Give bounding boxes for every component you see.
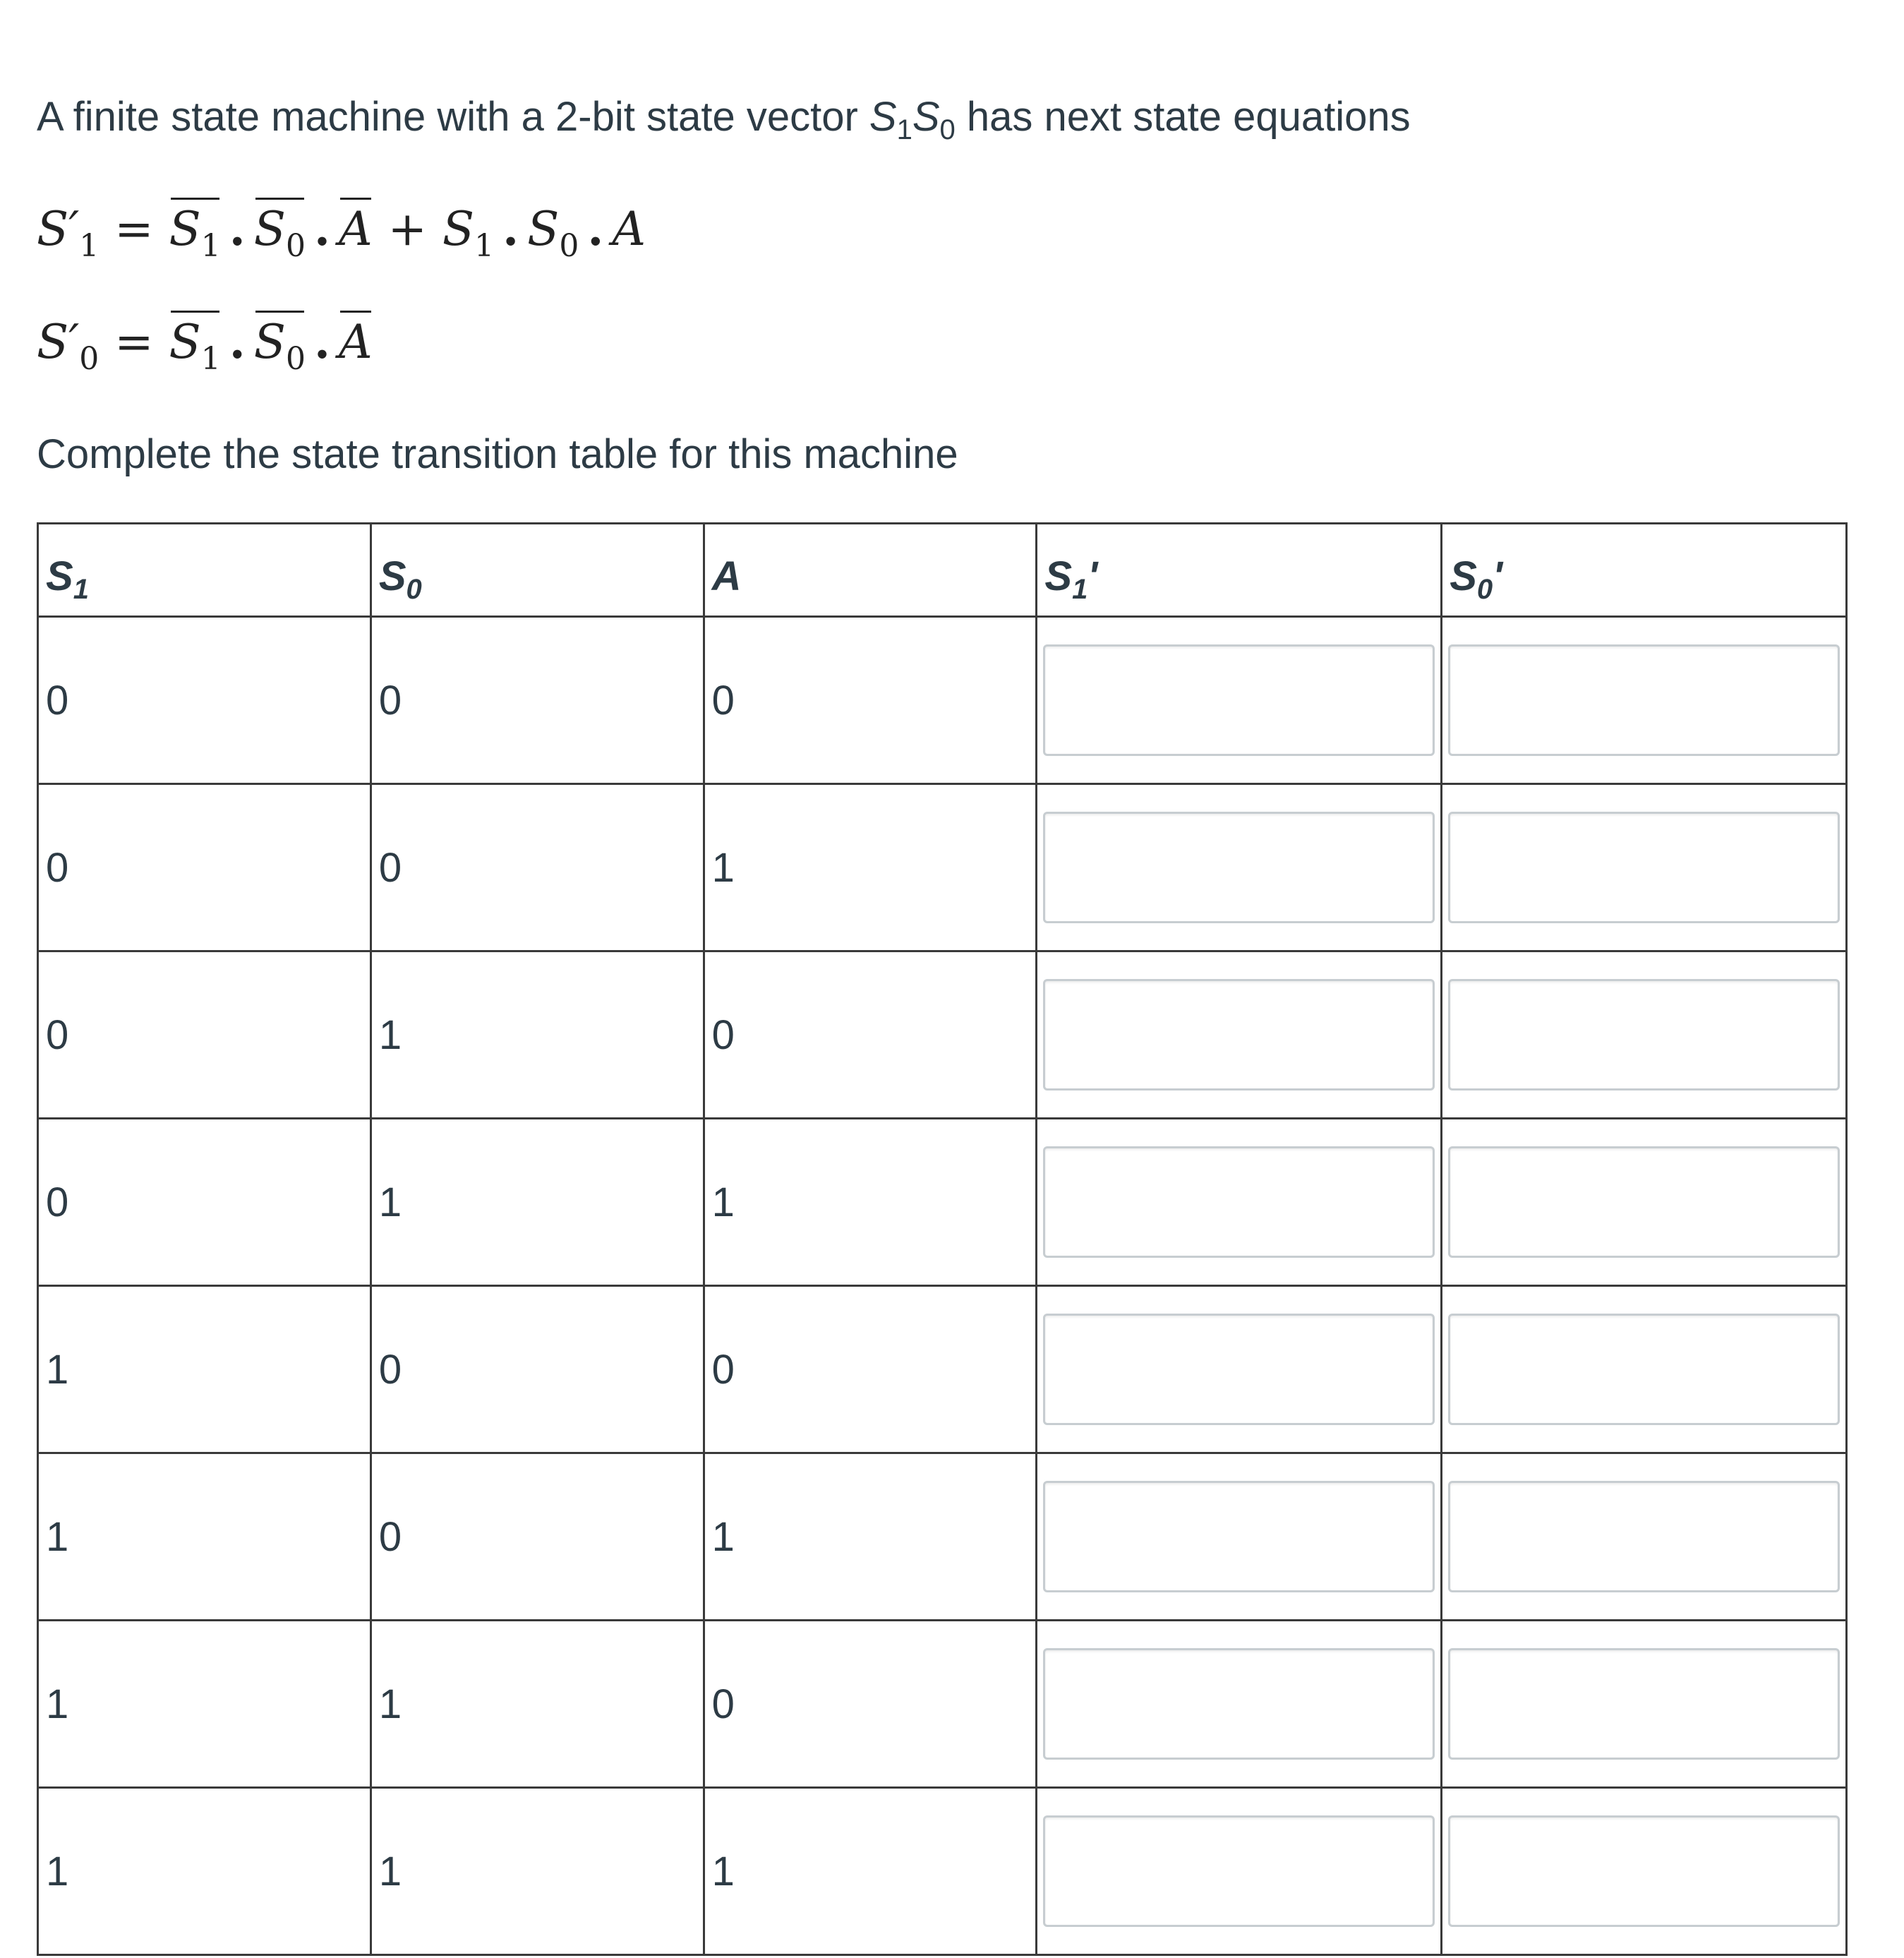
cell-s0: 1: [370, 1621, 704, 1788]
cell-s1n: [1037, 1286, 1442, 1453]
eq1-lhs: S: [37, 202, 69, 256]
header-a: [704, 524, 1037, 617]
s1-next-answer-input[interactable]: [1043, 1648, 1435, 1760]
cell-s0n: [1442, 617, 1847, 784]
s0-next-answer-input[interactable]: [1448, 979, 1840, 1091]
s1-next-answer-input[interactable]: [1043, 1314, 1435, 1425]
cell-s1n: [1037, 1788, 1442, 1955]
cell-s1n: [1037, 951, 1442, 1119]
eq2-t1-s0: S: [253, 315, 286, 369]
header-s0-next: [1442, 524, 1847, 617]
table-row: [38, 951, 1847, 1119]
cell-s0: 0: [370, 784, 704, 951]
eq2-t1-s0-sub: 0: [285, 341, 306, 377]
header-s1n-main: S: [1044, 553, 1073, 599]
intro-after: has next state equations: [955, 94, 1411, 140]
cell-s0: 0: [370, 1286, 704, 1453]
intro-s0-sub: 0: [939, 114, 956, 145]
cell-s1: 0: [38, 617, 371, 784]
cell-s0n: [1442, 1788, 1847, 1955]
cell-a: 1: [704, 1119, 1037, 1286]
s1-next-answer-input[interactable]: [1043, 644, 1435, 756]
intro-before: A finite state machine with a 2-bit state vector: [37, 94, 869, 140]
s0-next-answer-input[interactable]: [1448, 812, 1840, 923]
eq2-t1-s1-bar: [169, 315, 221, 377]
s1-next-answer-input[interactable]: [1043, 1146, 1435, 1258]
eq2-t1-s1-sub: 1: [200, 341, 221, 377]
table-row: [38, 617, 1847, 784]
cell-s0: 1: [370, 1119, 704, 1286]
cell-s0n: [1442, 1621, 1847, 1788]
cell-s1: 0: [38, 951, 371, 1119]
table-row: [38, 1621, 1847, 1788]
cell-s0n: [1442, 1453, 1847, 1621]
eq1-t2-s1-sub: 1: [474, 228, 495, 264]
table-row: [38, 1119, 1847, 1286]
eq1-t1-s1-bar: [169, 202, 221, 264]
cell-s1: 1: [38, 1621, 371, 1788]
eq1-dot: .: [587, 201, 604, 256]
s0-next-answer-input[interactable]: [1448, 1314, 1840, 1425]
header-s1-next: [1037, 524, 1442, 617]
cell-s1: 1: [38, 1788, 371, 1955]
eq2-t1-a-bar: [339, 315, 373, 369]
header-s0n-sub: 0: [1476, 574, 1493, 605]
cell-s1: 1: [38, 1286, 371, 1453]
header-a-main: A: [711, 553, 742, 599]
eq2-lhs: S: [37, 315, 69, 369]
s0-next-answer-input[interactable]: [1448, 1481, 1840, 1592]
eq1-t1-s: S: [169, 202, 201, 256]
eq2-t1-s0-bar: [253, 315, 306, 377]
s0-next-answer-input[interactable]: [1448, 1648, 1840, 1760]
s1-next-answer-input[interactable]: [1043, 812, 1435, 923]
cell-a: 0: [704, 1621, 1037, 1788]
eq1-t2-a: A: [612, 202, 646, 256]
cell-s0n: [1442, 951, 1847, 1119]
intro-text: [37, 93, 1411, 145]
s1-next-answer-input[interactable]: [1043, 1481, 1435, 1592]
eq1-t2-s0-sub: 0: [559, 228, 579, 264]
eq2-dot: .: [313, 314, 330, 369]
header-s1-main: S: [46, 553, 73, 599]
state-transition-table: [37, 522, 1848, 1956]
cell-a: 1: [704, 1788, 1037, 1955]
cell-s0: 0: [370, 1453, 704, 1621]
s1-next-answer-input[interactable]: [1043, 979, 1435, 1091]
eq1-dot: .: [313, 201, 330, 256]
eq1-dot: .: [502, 201, 519, 256]
cell-a: 0: [704, 1286, 1037, 1453]
cell-a: 0: [704, 951, 1037, 1119]
s0-next-answer-input[interactable]: [1448, 1146, 1840, 1258]
eq1-t1-a-bar: [339, 202, 373, 256]
s0-next-answer-input[interactable]: [1448, 644, 1840, 756]
equation-s0-next: [37, 314, 373, 377]
cell-s0n: [1442, 1119, 1847, 1286]
cell-s1n: [1037, 1621, 1442, 1788]
cell-s0: 1: [370, 1788, 704, 1955]
header-s0n-prime: ': [1493, 553, 1502, 599]
eq2-lhs-sub: 0: [79, 341, 100, 377]
header-s1n-prime: ': [1087, 553, 1098, 599]
eq1-t1-s0-sub: 0: [285, 228, 306, 264]
eq1-equals: =: [114, 202, 154, 256]
eq1-t1-s-sub: 1: [200, 228, 221, 264]
table-row: [38, 784, 1847, 951]
header-s0-main: S: [378, 553, 406, 599]
intro-s1-sub: 1: [896, 114, 912, 145]
s1-next-answer-input[interactable]: [1043, 1815, 1435, 1927]
eq2-t1-a: A: [338, 315, 373, 369]
header-s0: [370, 524, 704, 617]
eq1-t2-s0: S: [527, 202, 560, 256]
cell-a: 0: [704, 617, 1037, 784]
cell-s0: 1: [370, 951, 704, 1119]
cell-s1: 1: [38, 1453, 371, 1621]
eq1-prime: ′: [68, 202, 80, 256]
cell-s0n: [1442, 1286, 1847, 1453]
header-s0n-main: S: [1450, 553, 1477, 599]
cell-a: 1: [704, 1453, 1037, 1621]
cell-s0: 0: [370, 617, 704, 784]
equation-s1-next: [37, 201, 646, 264]
header-s1-sub: 1: [73, 574, 89, 605]
header-s1: [38, 524, 371, 617]
eq2-equals: =: [114, 315, 154, 369]
table-row: [38, 1788, 1847, 1955]
eq1-t2-s1: S: [442, 202, 475, 256]
eq1-lhs-sub: 1: [79, 228, 100, 264]
s0-next-answer-input[interactable]: [1448, 1815, 1840, 1927]
eq1-t1-s0: S: [253, 202, 286, 256]
eq1-dot: .: [229, 201, 246, 256]
eq1-t1-a: A: [338, 202, 373, 256]
cell-a: 1: [704, 784, 1037, 951]
instruction-text: Complete the state transition table for this machine: [37, 431, 958, 477]
eq2-prime: ′: [68, 315, 80, 369]
cell-s1: 0: [38, 784, 371, 951]
eq1-plus: +: [387, 202, 427, 256]
eq1-t1-s0-bar: [253, 202, 306, 264]
eq2-dot: .: [229, 314, 246, 369]
eq2-t1-s1: S: [169, 315, 201, 369]
cell-s1n: [1037, 617, 1442, 784]
cell-s1: 0: [38, 1119, 371, 1286]
cell-s1n: [1037, 1453, 1442, 1621]
intro-s0: S: [912, 94, 940, 140]
intro-s1: S: [869, 94, 897, 140]
table-header-row: [38, 524, 1847, 617]
cell-s1n: [1037, 784, 1442, 951]
cell-s0n: [1442, 784, 1847, 951]
header-s1n-sub: 1: [1072, 574, 1088, 605]
table-row: [38, 1453, 1847, 1621]
table-row: [38, 1286, 1847, 1453]
header-s0-sub: 0: [406, 574, 422, 605]
cell-s1n: [1037, 1119, 1442, 1286]
